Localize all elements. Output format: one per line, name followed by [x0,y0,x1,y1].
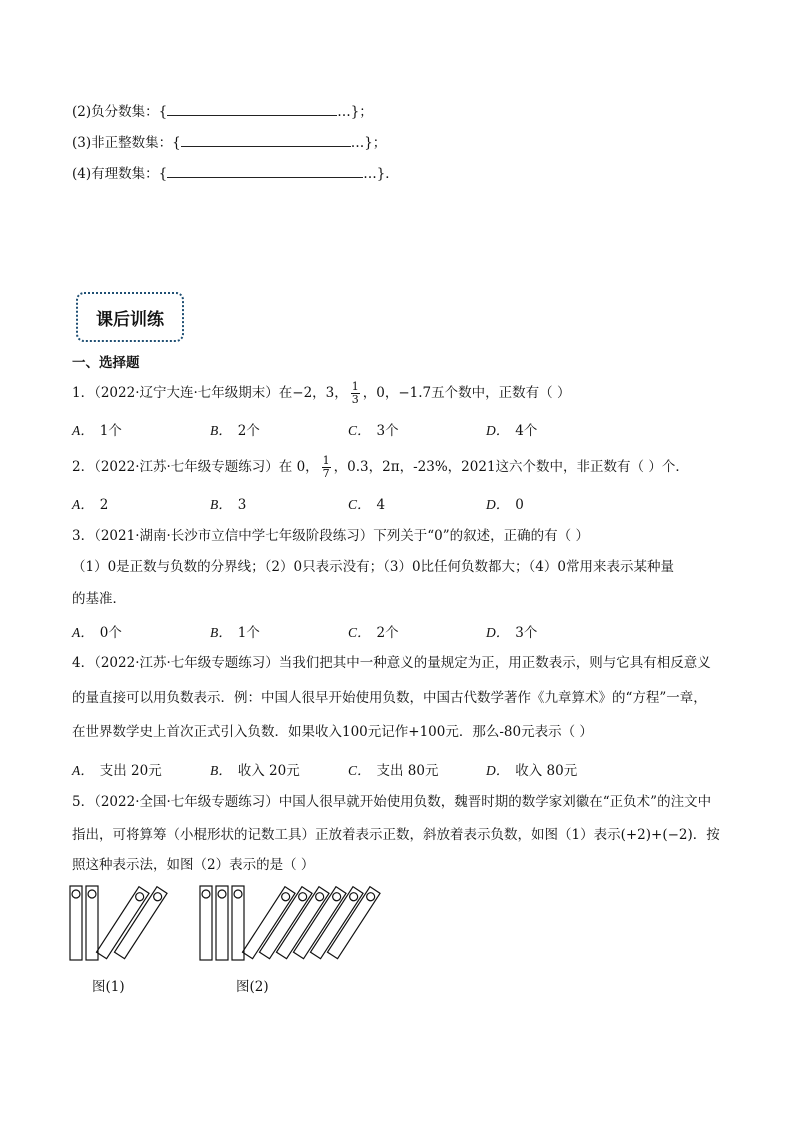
question-2: 2．（2022·江苏·七年级专题练习）在 0， $\frac{1}{7}$ ，0.3，2π，-23%，2021这六个数中，非正数有（ ）个． [72,454,689,480]
upright-rod [232,886,244,960]
set-label: (2)负分数集： [72,104,159,120]
question-1: 1．（2022·辽宁大连·七年级期末）在−2，3， $\frac{1}{3}$ ，0，−1.7五个数中，正数有（ ） [72,380,571,406]
section-heading: 一、选择题 [72,355,140,371]
question-4-line-2: 的量直接可以用负数表示．例：中国人很早开始使用负数，中国古代数学著作《九章算术》的“方程”一章， [72,690,707,706]
question-3-line-3: 的基准． [72,591,126,607]
answer-blank[interactable] [167,101,337,116]
q4-option-b[interactable]: B． 收入 20元 [210,763,300,779]
q4-option-d[interactable]: D． 收入 80元 [486,763,578,779]
set-label: (3)非正整数集： [72,135,173,151]
q2-option-b[interactable]: B． 3 [210,497,247,513]
set-line-4: (4)有理数集：{ …}． [72,163,399,184]
figure-2-counting-rods [196,882,386,964]
slanted-rod [327,887,380,959]
set-line-3: (3)非正整数集：{ …}； [72,132,386,153]
slanted-rod [259,887,312,959]
fraction: $\frac{1}{3}$ [351,380,359,406]
question-3-line-2: （1）0是正数与负数的分界线；（2）0只表示没有；（3）0比任何负数都大；（4）0常用来表示某种量 [72,559,674,575]
upright-rod [200,886,212,960]
section-title-box: 课后训练 [76,292,184,342]
q1-option-b[interactable]: B． 2个 [210,423,260,439]
slanted-rod [276,887,329,959]
q1-option-c[interactable]: C． 3个 [348,423,399,439]
slanted-rod [114,887,167,959]
q3-option-d[interactable]: D． 3个 [486,625,538,641]
q1-option-a[interactable]: A． 1个 [72,423,122,439]
question-4-line-3: 在世界数学史上首次正式引入负数．如果收入100元记作+100元．那么-80元表示（ ） [72,724,593,740]
upright-rod [86,886,98,960]
question-4: 4．（2022·江苏·七年级专题练习）当我们把其中一种意义的量规定为正，用正数表示，则与它具有相反意义 [72,655,711,671]
q2-option-c[interactable]: C． 4 [348,497,386,513]
slanted-rod [310,887,363,959]
question-5-line-2: 指出，可将算筹（小棍形状的记数工具）正放着表示正数，斜放着表示负数，如图（1）表示(+2)+(−2)．按 [72,827,720,843]
q1-option-d[interactable]: D． 4个 [486,423,538,439]
question-5-line-3: 照这种表示法，如图（2）表示的是（ ） [72,857,315,873]
q3-option-a[interactable]: A． 0个 [72,625,122,641]
q4-option-a[interactable]: A． 支出 20元 [72,763,162,779]
upright-rod [216,886,228,960]
q3-option-b[interactable]: B． 1个 [210,625,260,641]
upright-rod [70,886,82,960]
q2-option-a[interactable]: A． 2 [72,497,109,513]
q2-option-d[interactable]: D． 0 [486,497,524,513]
figure-1-counting-rods [66,882,176,964]
question-5: 5．（2022·全国·七年级专题练习）中国人很早就开始使用负数，魏晋时期的数学家刘徽在“正负术”的注文中 [72,794,712,810]
answer-blank[interactable] [167,163,363,178]
figure-2-label: 图(2) [236,979,269,995]
q3-option-c[interactable]: C． 2个 [348,625,399,641]
question-3: 3．（2021·湖南·长沙市立信中学七年级阶段练习）下列关于“0”的叙述，正确的有（ ） [72,528,589,544]
q4-option-c[interactable]: C． 支出 80元 [348,763,439,779]
fraction: $\frac{1}{7}$ [322,454,330,480]
set-label: (4)有理数集： [72,166,159,182]
slanted-rod [242,887,295,959]
answer-blank[interactable] [181,132,351,147]
slanted-rod [293,887,346,959]
set-line-2: (2)负分数集：{ …}； [72,101,373,122]
slanted-rod [96,887,149,959]
figure-1-label: 图(1) [92,979,125,995]
